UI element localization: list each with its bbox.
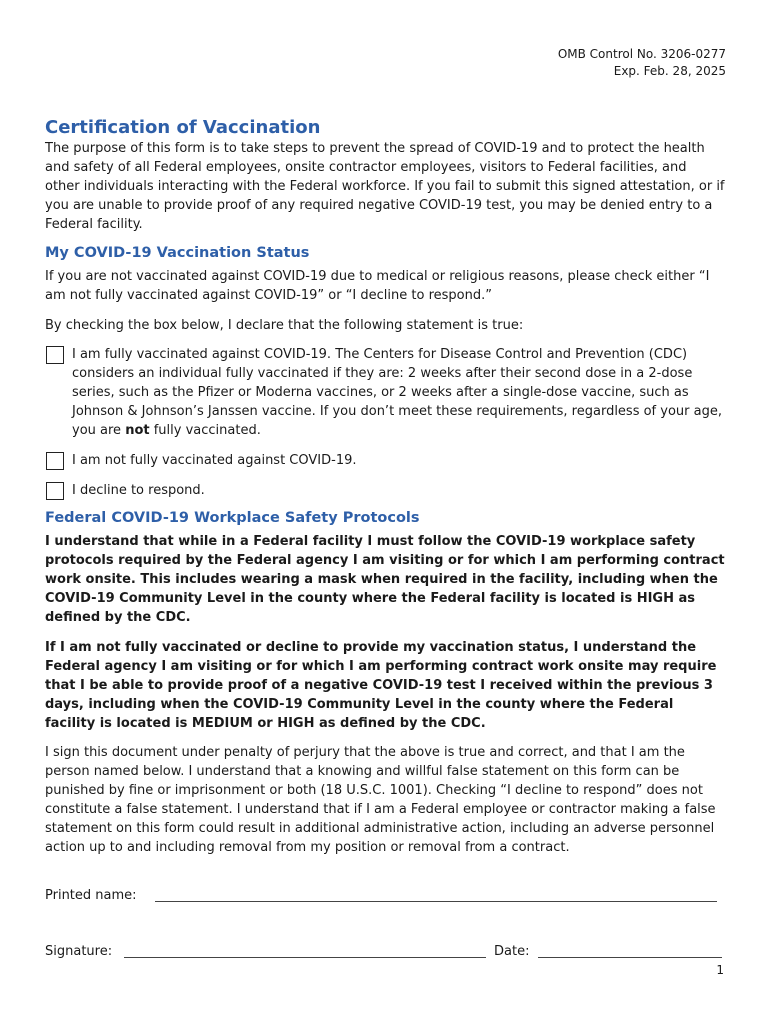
not-emphasis: not (125, 423, 150, 438)
signature-label: Signature: (45, 944, 113, 959)
date-field[interactable] (538, 957, 722, 958)
not-vaccinated-label: I am not fully vaccinated against COVID-19. (72, 453, 357, 468)
fully-vaccinated-checkbox[interactable] (46, 346, 64, 364)
page-number: 1 (716, 963, 724, 977)
decline-label: I decline to respond. (72, 483, 205, 498)
fully-vaccinated-text-end: fully vaccinated. (149, 423, 261, 438)
decline-checkbox[interactable] (46, 482, 64, 500)
printed-name-label: Printed name: (45, 888, 137, 903)
safety-protocols-heading: Federal COVID-19 Workplace Safety Protocols (45, 510, 420, 526)
protocols-paragraph-2: If I am not fully vaccinated or decline to provide my vaccination status, I understand the Federal agency I am visiting or for which I am performing contract work onsite may require that I be able to provide proof of a negative COVID-19 test I received within the previous 3 days, including when the COVID-19 Community Level in the county where the Federal facility is located is MEDIUM or HIGH as defined by the CDC. (45, 640, 717, 731)
not-vaccinated-checkbox[interactable] (46, 452, 64, 470)
status-intro-paragraph: If you are not vaccinated against COVID-19 due to medical or religious reasons, please check either “I am not fully vaccinated against COVID-19” or “I decline to respond.” (45, 269, 710, 303)
expiration-date: Exp. Feb. 28, 2025 (613, 64, 726, 78)
fully-vaccinated-label (72, 345, 727, 440)
omb-header (558, 46, 726, 80)
omb-control-number: OMB Control No. 3206-0277 (557, 47, 726, 61)
attestation-paragraph: I sign this document under penalty of perjury that the above is true and correct, and that I am the person named below. I understand that a knowing and willful false statement on this form can be punished by fine or imprisonment or both (18 U.S.C. 1001). Checking “I decline to respond” does not constitute a false statement. I understand that if I am a Federal employee or contractor making a false statement on this form could result in additional administrative action, including an adverse personnel action up to and including removal from my position or removal from a contract. (45, 745, 716, 855)
date-label: Date: (494, 944, 530, 959)
purpose-paragraph: The purpose of this form is to take steps to prevent the spread of COVID-19 and to protect the health and safety of all Federal employees, onsite contractor employees, visitors to Federal facilities, and other individuals interacting with the Federal workforce. If you fail to submit this signed attestation, or if you are unable to provide proof of any required negative COVID-19 test, you may be denied entry to a Federal facility. (45, 141, 725, 232)
fully-vaccinated-text: I am fully vaccinated against COVID-19. The Centers for Disease Control and Prevention (CDC) considers an individual fully vaccinated if they are: 2 weeks after their second dose in a 2-dose series, such as the Pfizer or Moderna vaccines, or 2 weeks after a single-dose vaccine, such as Johnson & Johnson’s Janssen vaccine. If you don’t meet these requirements, regardless of your age, you are (72, 347, 722, 438)
declare-paragraph: By checking the box below, I declare that the following statement is true: (45, 318, 524, 333)
printed-name-field[interactable] (155, 901, 717, 902)
signature-field[interactable] (124, 957, 486, 958)
vaccination-status-heading: My COVID-19 Vaccination Status (45, 245, 310, 261)
protocols-paragraph-1: I understand that while in a Federal facility I must follow the COVID-19 workplace safety protocols required by the Federal agency I am visiting or for which I am performing contract work onsite. This includes wearing a mask when required in the facility, including when the COVID-19 Community Level in the county where the Federal facility is located is HIGH as defined by the CDC. (45, 534, 725, 625)
page-title: Certification of Vaccination (45, 117, 321, 138)
